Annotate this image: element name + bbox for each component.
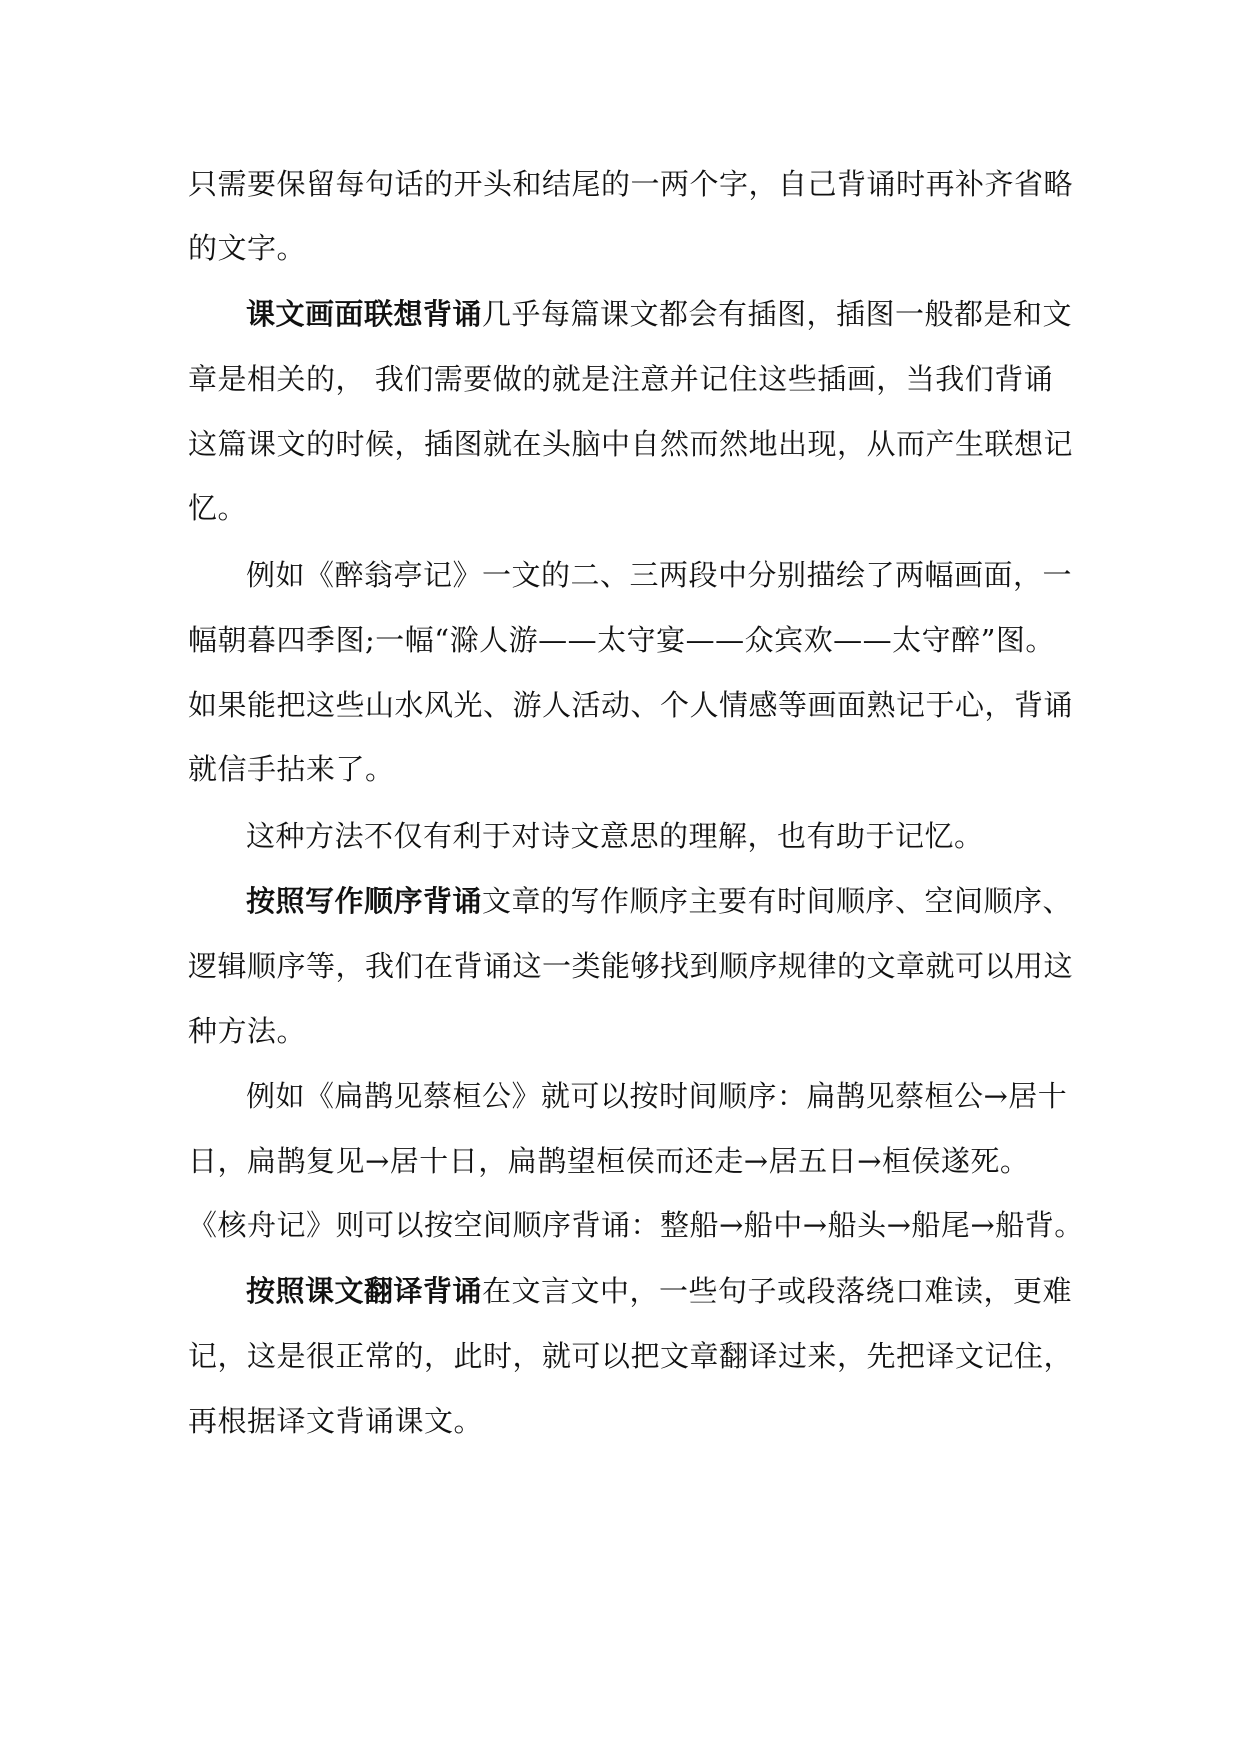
text-line: 再根据译文背诵课文。 (188, 1404, 484, 1438)
paragraph-method-translation (246, 1273, 1072, 1309)
text-run: 几乎每篇课文都会有插图，插图一般都是和文 (482, 297, 1073, 331)
section-heading: 课文画面联想背诵 (246, 297, 483, 331)
text-line: 如果能把这些山水风光、游人活动、个人情感等画面熟记于心，背诵 (188, 688, 1074, 722)
text-line: 的文字。 (188, 231, 307, 265)
text-line: 《核舟记》则可以按空间顺序背诵：整船→船中→船头→船尾→船背。 (188, 1208, 1084, 1242)
text-line: 忆。 (188, 491, 248, 525)
section-heading: 按照写作顺序背诵 (246, 884, 483, 918)
text-line: 就信手拈来了。 (188, 752, 395, 786)
text-line: 这篇课文的时候，插图就在头脑中自然而然地出现，从而产生联想记 (188, 427, 1074, 461)
text-line: 逻辑顺序等，我们在背诵这一类能够找到顺序规律的文章就可以用这 (188, 949, 1074, 983)
section-heading: 按照课文翻译背诵 (246, 1274, 483, 1308)
text-line: 种方法。 (188, 1014, 307, 1048)
text-line: 记，这是很正常的，此时，就可以把文章翻译过来，先把译文记住， (188, 1339, 1074, 1373)
text-line: 幅朝暮四季图;一幅“滁人游——太守宴——众宾欢——太守醉”图。 (188, 623, 1055, 657)
text-line: 例如《醉翁亭记》一文的二、三两段中分别描绘了两幅画面，一 (246, 558, 1073, 592)
paragraph-method-picture-association (246, 296, 1072, 332)
text-run: 文章的写作顺序主要有时间顺序、空间顺序、 (482, 884, 1073, 918)
text-line: 只需要保留每句话的开头和结尾的一两个字，自己背诵时再补齐省略 (188, 167, 1074, 201)
paragraph-method-writing-order (246, 883, 1072, 919)
text-line: 例如《扁鹊见蔡桓公》就可以按时间顺序：扁鹊见蔡桓公→居十 (246, 1079, 1068, 1113)
text-line: 这种方法不仅有利于对诗文意思的理解，也有助于记忆。 (246, 819, 984, 853)
text-run: 在文言文中，一些句子或段落绕口难读，更难 (482, 1274, 1073, 1308)
text-line: 章是相关的， 我们需要做的就是注意并记住这些插画，当我们背诵 (188, 362, 1054, 396)
text-line: 日，扁鹊复见→居十日，扁鹊望桓侯而还走→居五日→桓侯遂死。 (188, 1144, 1030, 1178)
